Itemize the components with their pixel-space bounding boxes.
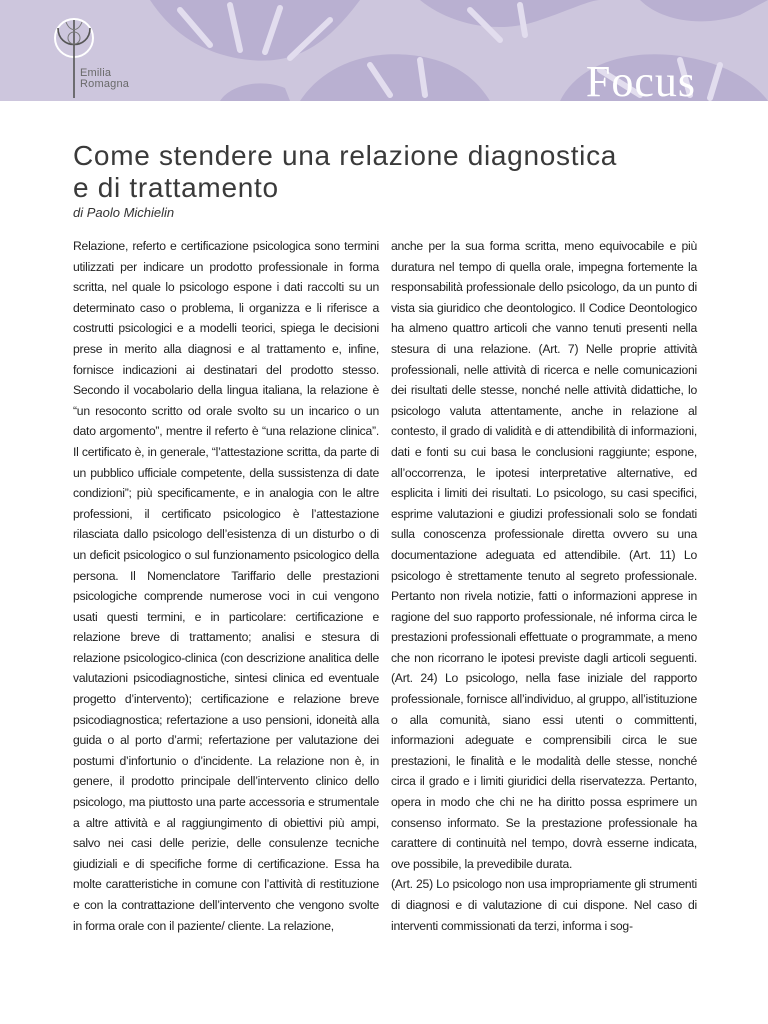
body-paragraph: (Art. 25) Lo psicologo non usa impropriamente gli strumenti di diagnosi e di valutazione di cui dispone. Nel caso di interventi commissionati da terzi, informa i sog- (391, 877, 697, 933)
body-column-left (73, 236, 379, 936)
article-author: di Paolo Michielin (73, 205, 175, 220)
body-paragraph: Relazione, referto e certificazione psicologica sono termini utilizzati per indicare un prodotto professionale in forma scritta, nel quale lo psicologo espone i dati raccolti su un determinato caso o problema, li organizza e li riferisce a costrutti psicologici e a modelli teorici, spiega le decisioni prese in merito alla diagnosi e al trattamento e, infine, fornisce indicazioni ai destinatari del prodotto stesso. Secondo il vocabolario della lingua italiana, la relazione è “un resoconto scritto od orale svolto su un incarico o un dato argomento”, mentre il referto è “una relazione clinica”. Il certificato è, in generale, “l’attestazione scritta, da parte di un pubblico ufficiale competente, della sussistenza di date condizioni”; più specificamente, e in analogia con le altre professioni, il certificato psicologico è l’attestazione rilasciata dallo psicologo dell’esistenza di un disturbo o di un deficit psicologico o sul funzionamento psicologico della persona. Il Nomenclatore Tariffario delle prestazioni psicologiche comprende numerose voci in cui vengono usati questi termini, e in particolare: certificazione e relazione breve di trattamento; analisi e stesura di relazione psicologico-clinica (con descrizione analitica delle valutazioni psicodiagnostiche, sintesi clinica ed eventuale progetto d’intervento); certificazione e relazione breve psicodiagnostica; refertazione a uso pensioni, idoneità alla guida o al porto d’armi; refertazione per valutazione dei postumi d’infortunio o d’incidente. La relazione non è, in genere, il prodotto principale dell’intervento clinico dello psicologo, ma piuttosto una parte accessoria e strumentale a altre attività e al raggiungimento di obiettivi più ampi, salvo nei casi delle perizie, delle consulenze tecniche giudiziali e di specifiche forme di certificazione. Essa ha molte caratteristiche in comune con l’attività di restituzione e con la contrattazione dell’intervento che vengono svolte in forma orale con il paziente/ cliente. La relazione, (73, 239, 379, 933)
article-title (73, 140, 713, 204)
body-column-right (391, 236, 697, 936)
title-line-2: e di trattamento (73, 172, 279, 203)
header-banner (0, 0, 768, 101)
logo-line-1: Emilia (80, 67, 112, 79)
logo-text (80, 68, 129, 90)
body-paragraph: anche per la sua forma scritta, meno equivocabile e più duratura nel tempo di quella orale, impegna fortemente la responsabilità professionale dello psicologo, da un punto di vista sia giuridico che deontologico. Il Codice Deontologico ha almeno quattro articoli che vanno tenuti presenti nella stesura di una relazione. (Art. 7) Nelle proprie attività professionali, nelle attività di ricerca e nelle comunicazioni dei risultati delle stesse, nonché nelle attività didattiche, lo psicologo valuta attentamente, anche in relazione al contesto, il grado di validità e di attendibilità di informazioni, dati e fonti su cui basa le conclusioni raggiunte; espone, all’occorrenza, le ipotesi interpretative alternative, ed esplicita i limiti dei risultati. Lo psicologo, su casi specifici, esprime valutazioni e giudizi professionali solo se fondati sulla conoscenza professionale diretta ovvero su una documentazione adeguata ed attendibile. (Art. 11) Lo psicologo è strettamente tenuto al segreto professionale. Pertanto non rivela notizie, fatti o informazioni apprese in ragione del suo rapporto professionale, né informa circa le prestazioni professionali effettuate o programmate, a meno che non ricorrano le ipotesi previste dagli articoli seguenti. (Art. 24) Lo psicologo, nella fase iniziale del rapporto professionale, fornisce all’individuo, al gruppo, all’istituzione o alla comunità, siano essi utenti o committenti, informazioni adeguate e comprensibili circa le sue prestazioni, le finalità e le modalità delle stesse, nonché circa il grado e i limiti giuridici della riservatezza. Pertanto, opera in modo che chi ne ha diritto possa esprimere un consenso informato. Se la prestazione professionale ha carattere di continuità nel tempo, dovrà esserne indicata, ove possibile, la prevedibile durata. (391, 239, 697, 871)
logo-line-2: Romagna (80, 78, 130, 90)
section-label: Focus (585, 57, 696, 101)
title-line-1: Come stendere una relazione diagnostica (73, 140, 618, 171)
